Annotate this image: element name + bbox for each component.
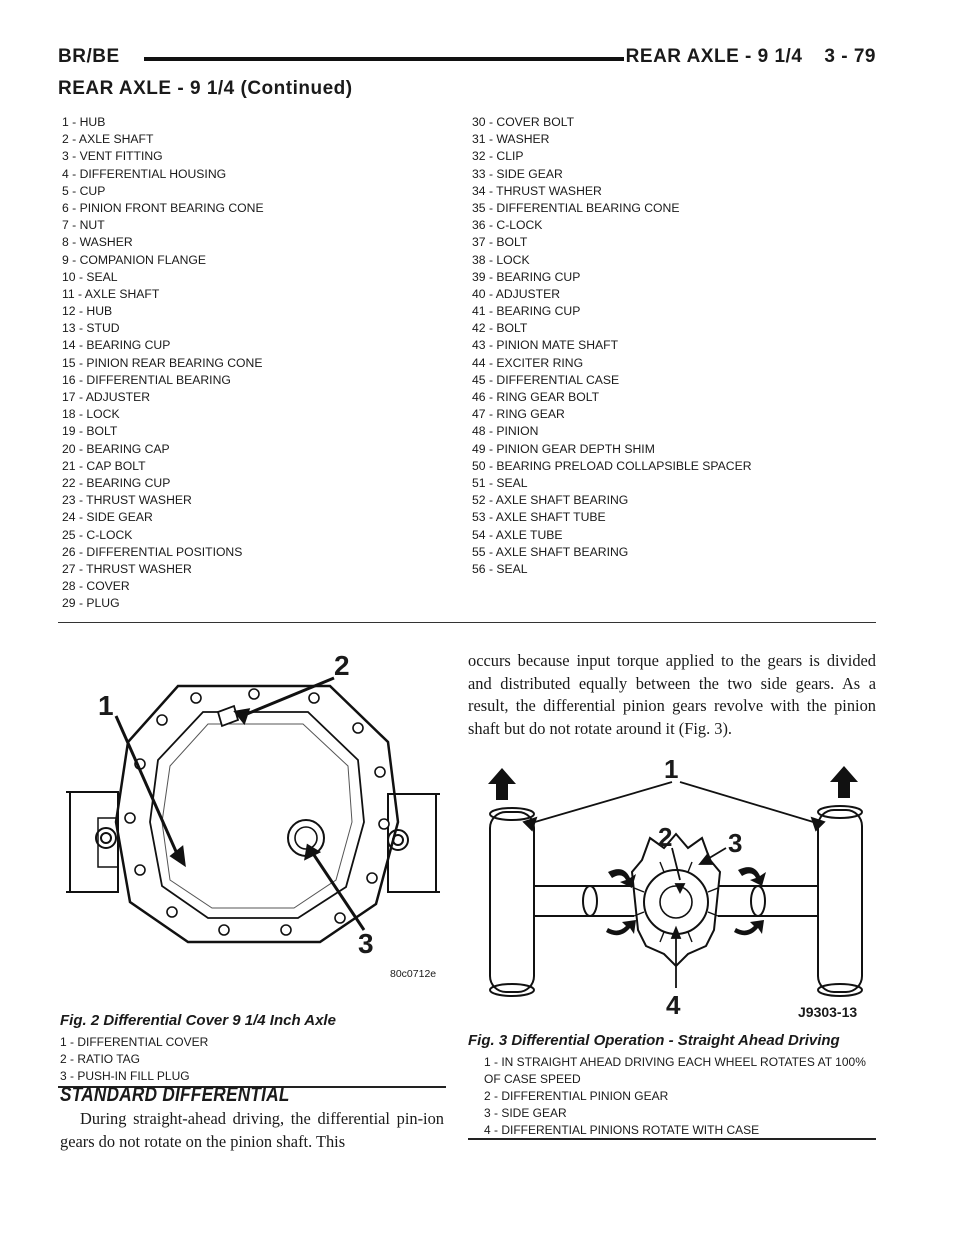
- legend-item: 54 - AXLE TUBE: [472, 527, 563, 542]
- legend-item: 27 - THRUST WASHER: [62, 561, 192, 576]
- figure-legend-item: 2 - RATIO TAG: [60, 1052, 141, 1066]
- differential-cover-illustration: [58, 642, 448, 982]
- callout-3: 3: [358, 928, 374, 959]
- legend-item: 37 - BOLT: [472, 235, 528, 250]
- continued-title: REAR AXLE - 9 1/4 (Continued): [58, 78, 353, 99]
- legend-item: 52 - AXLE SHAFT BEARING: [472, 493, 629, 508]
- figure-id: J9303-13: [798, 1004, 858, 1020]
- legend-item: 2 - AXLE SHAFT: [62, 132, 154, 147]
- callout-3: 3: [728, 828, 743, 858]
- figure-3-caption: Fig. 3 Differential Operation - Straight Ahead Driving: [468, 1032, 840, 1049]
- figure-legend-item: 3 - PUSH-IN FILL PLUG: [60, 1069, 190, 1083]
- legend-item: 11 - AXLE SHAFT: [62, 286, 160, 301]
- figure-3-legend: [484, 1054, 874, 1139]
- legend-item: 31 - WASHER: [472, 132, 550, 147]
- figure-legend-item: 4 - DIFFERENTIAL PINIONS ROTATE WITH CASE: [484, 1123, 760, 1137]
- page-header: [58, 44, 876, 74]
- legend-item: 36 - C-LOCK: [472, 218, 543, 233]
- header-rule: [144, 57, 624, 61]
- legend-item: 39 - BEARING CUP: [472, 269, 581, 284]
- legend-item: 24 - SIDE GEAR: [62, 510, 153, 525]
- legend-item: 55 - AXLE SHAFT BEARING: [472, 544, 629, 559]
- legend-item: 33 - SIDE GEAR: [472, 166, 563, 181]
- legend-item: 25 - C-LOCK: [62, 527, 133, 542]
- legend-item: 28 - COVER: [62, 579, 130, 594]
- legend-item: 14 - BEARING CUP: [62, 338, 171, 353]
- legend-item: 47 - RING GEAR: [472, 407, 565, 422]
- legend-item: 10 - SEAL: [62, 269, 118, 284]
- figure-legend-item: 1 - DIFFERENTIAL COVER: [60, 1035, 209, 1049]
- legend-item: 51 - SEAL: [472, 475, 528, 490]
- legend-item: 45 - DIFFERENTIAL CASE: [472, 372, 620, 387]
- legend-item: 12 - HUB: [62, 304, 113, 319]
- callout-1: 1: [98, 690, 114, 721]
- legend-item: 38 - LOCK: [472, 252, 530, 267]
- callout-2: 2: [334, 650, 350, 681]
- figure-legend-item: 2 - DIFFERENTIAL PINION GEAR: [484, 1089, 669, 1103]
- legend-item: 16 - DIFFERENTIAL BEARING: [62, 372, 231, 387]
- legend-item: 29 - PLUG: [62, 596, 120, 611]
- section-title: STANDARD DIFFERENTIAL: [60, 1084, 290, 1106]
- differential-operation-illustration: [468, 752, 876, 1024]
- legend-item: 53 - AXLE SHAFT TUBE: [472, 510, 606, 525]
- legend-item: 48 - PINION: [472, 424, 539, 439]
- legend-item: 13 - STUD: [62, 321, 120, 336]
- callout-4: 4: [666, 990, 681, 1020]
- legend-item: 5 - CUP: [62, 183, 106, 198]
- legend-item: 4 - DIFFERENTIAL HOUSING: [62, 166, 227, 181]
- legend-item: 42 - BOLT: [472, 321, 528, 336]
- manual-code: BR/BE: [58, 46, 120, 67]
- legend-item: 44 - EXCITER RING: [472, 355, 584, 370]
- legend-item: 30 - COVER BOLT: [472, 115, 575, 129]
- figure-legend-item: 1 - IN STRAIGHT AHEAD DRIVING EACH WHEEL ROTATES AT 100% OF CASE SPEED: [484, 1055, 866, 1086]
- legend-item: 7 - NUT: [62, 218, 105, 233]
- legend-rule: [58, 622, 876, 623]
- legend-item: 6 - PINION FRONT BEARING CONE: [62, 200, 264, 215]
- legend-item: 56 - SEAL: [472, 561, 528, 576]
- legend-item: 23 - THRUST WASHER: [62, 493, 192, 508]
- legend-item: 41 - BEARING CUP: [472, 304, 581, 319]
- legend-item: 21 - CAP BOLT: [62, 458, 146, 473]
- legend-item: 32 - CLIP: [472, 149, 524, 164]
- paragraph-1: During straight-ahead driving, the differential pin-ion gears do not rotate on the pinion shaft. This: [60, 1109, 444, 1151]
- page-number: 3 - 79: [824, 46, 876, 67]
- legend-item: 1 - HUB: [62, 115, 106, 129]
- figure-id: 80c0712e: [390, 968, 437, 980]
- figure-3: [468, 752, 876, 1024]
- section-heading: [626, 46, 876, 68]
- legend-item: 9 - COMPANION FLANGE: [62, 252, 207, 267]
- legend-item: 18 - LOCK: [62, 407, 120, 422]
- legend-item: 26 - DIFFERENTIAL POSITIONS: [62, 544, 243, 559]
- legend-item: 34 - THRUST WASHER: [472, 183, 602, 198]
- legend-item: 8 - WASHER: [62, 235, 133, 250]
- figure-2: [58, 642, 448, 982]
- legend-item: 49 - PINION GEAR DEPTH SHIM: [472, 441, 655, 456]
- figure-3-rule: [468, 1138, 876, 1140]
- callout-1: 1: [664, 754, 679, 784]
- legend-item: 20 - BEARING CAP: [62, 441, 170, 456]
- figure-2-legend: [60, 1034, 208, 1085]
- parts-legend: [60, 114, 876, 619]
- legend-item: 50 - BEARING PRELOAD COLLAPSIBLE SPACER: [472, 458, 752, 473]
- figure-2-caption: Fig. 2 Differential Cover 9 1/4 Inch Axle: [60, 1012, 336, 1029]
- legend-item: 35 - DIFFERENTIAL BEARING CONE: [472, 200, 680, 215]
- legend-item: 17 - ADJUSTER: [62, 390, 151, 404]
- legend-item: 40 - ADJUSTER: [472, 286, 561, 301]
- legend-column-right: [472, 114, 752, 578]
- legend-item: 15 - PINION REAR BEARING CONE: [62, 355, 263, 370]
- legend-column-left: [62, 114, 264, 612]
- callout-2: 2: [658, 822, 673, 852]
- paragraph-2: occurs because input torque applied to the gears is divided and distributed equally between the two side gears. As a result, the differential pinion gears revolve with the pinion shaft but do not rotate around it (Fig. 3).: [468, 651, 876, 738]
- legend-item: 46 - RING GEAR BOLT: [472, 390, 600, 404]
- legend-item: 19 - BOLT: [62, 424, 118, 439]
- figure-legend-item: 3 - SIDE GEAR: [484, 1106, 567, 1120]
- section-name: REAR AXLE - 9 1/4: [625, 46, 803, 67]
- legend-item: 43 - PINION MATE SHAFT: [472, 338, 619, 353]
- legend-item: 3 - VENT FITTING: [62, 149, 163, 164]
- legend-item: 22 - BEARING CUP: [62, 475, 171, 490]
